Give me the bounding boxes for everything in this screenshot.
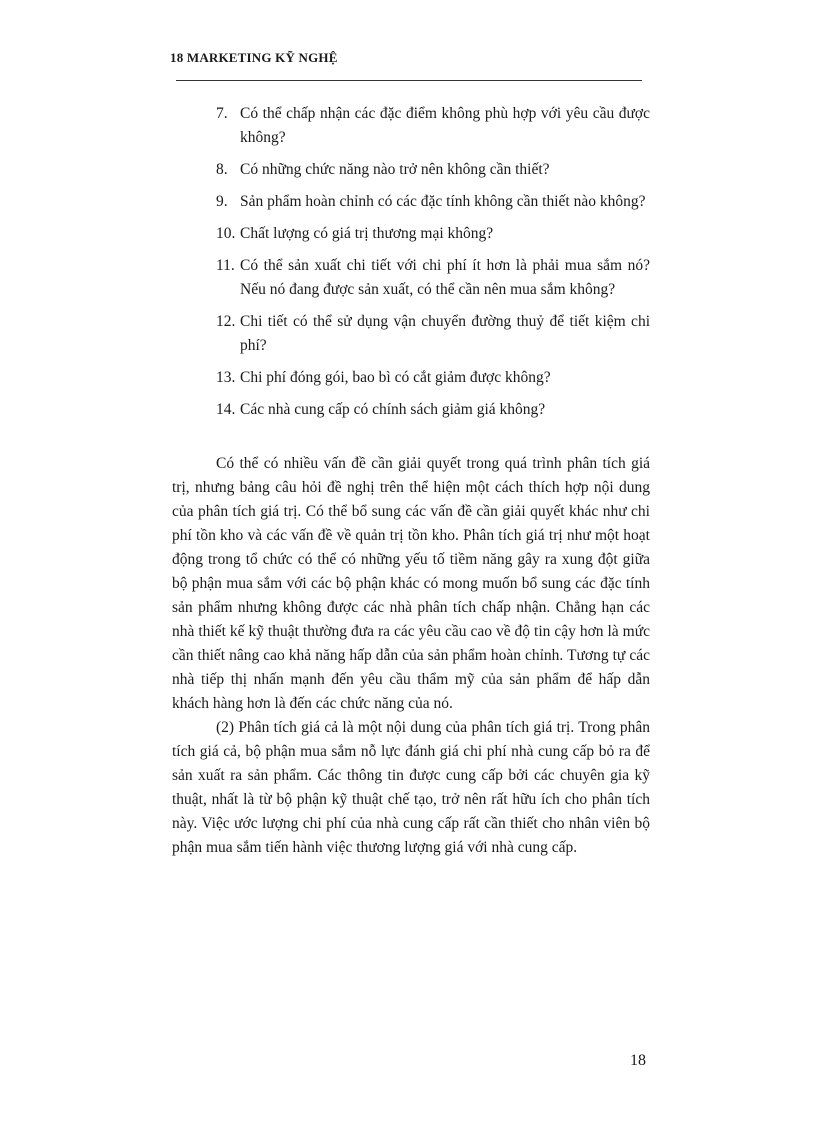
list-item-text: Chất lượng có giá trị thương mại không? (240, 225, 494, 242)
list-item (216, 158, 650, 182)
list-item-text: Sản phẩm hoàn chỉnh có các đặc tính không cần thiết nào không? (240, 193, 646, 210)
question-list (216, 102, 650, 430)
list-item (216, 398, 650, 422)
running-header: 18 MARKETING KỸ NGHỆ (170, 50, 338, 65)
list-item-number: 12. (216, 313, 236, 330)
list-item-text: Có thể sản xuất chi tiết với chi phí ít hơn là phải mua sắm nó? Nếu nó đang được sản xuất, có thể cần nên mua sắm không? (240, 257, 650, 298)
list-item-text: Các nhà cung cấp có chính sách giảm giá không? (240, 401, 546, 418)
list-item (216, 190, 650, 214)
list-item (216, 222, 650, 246)
list-item (216, 366, 650, 390)
body-paragraph: Có thể có nhiều vấn đề cần giải quyết trong quá trình phân tích giá trị, nhưng bảng câu hỏi đề nghị trên thể hiện một cách thích hợp nội dung của phân tích giá trị. Có thể bổ sung các vấn đề cần giải quyết khác như chi phí tồn kho và các vấn đề về quản trị tồn kho. Phân tích giá trị như một hoạt động trong tổ chức có thể có những yếu tố tiềm năng gây ra xung đột giữa bộ phận mua sắm với các bộ phận khác có mong muốn bổ sung các đặc tính sản phẩm nhưng không được các nhà phân tích chấp nhận. Chẳng hạn các nhà thiết kế kỹ thuật thường đưa ra các yêu cầu cao về độ tin cậy hơn là mức cần thiết nâng cao khả năng hấp dẫn của sản phẩm hoàn chỉnh. Tương tự các nhà tiếp thị nhấn mạnh đến yêu cầu thẩm mỹ của sản phẩm để hấp dẫn khách hàng hơn là đến các chức năng của nó. (172, 455, 650, 712)
list-item (216, 310, 650, 358)
list-item-text: Chi tiết có thể sử dụng vận chuyển đường thuỷ để tiết kiệm chi phí? (240, 313, 650, 354)
list-item-text: Có thể chấp nhận các đặc điểm không phù hợp với yêu cầu được không? (240, 105, 650, 146)
list-item-number: 7. (216, 105, 228, 122)
list-item-number: 14. (216, 401, 236, 418)
list-item-number: 13. (216, 369, 236, 386)
list-item-number: 9. (216, 193, 228, 210)
list-item-text: Chi phí đóng gói, bao bì có cắt giảm được không? (240, 369, 551, 386)
list-item-number: 8. (216, 161, 228, 178)
list-item-number: 10. (216, 225, 236, 242)
list-item (216, 254, 650, 302)
list-item (216, 102, 650, 150)
page-number: 18 (630, 1052, 646, 1069)
header-divider (176, 80, 642, 81)
list-item-number: 11. (216, 257, 235, 274)
list-item-text: Có những chức năng nào trở nên không cần thiết? (240, 161, 550, 178)
body-paragraph: (2) Phân tích giá cả là một nội dung của phân tích giá trị. Trong phân tích giá cả, bộ phận mua sắm nỗ lực đánh giá chi phí nhà cung cấp bỏ ra để sản xuất ra sản phẩm. Các thông tin được cung cấp bởi các chuyên gia kỹ thuật, nhất là từ bộ phận kỹ thuật chế tạo, trở nên rất hữu ích cho phân tích này. Việc ước lượng chi phí của nhà cung cấp rất cần thiết cho nhân viên bộ phận mua sắm tiến hành việc thương lượng giá với nhà cung cấp. (172, 719, 650, 856)
